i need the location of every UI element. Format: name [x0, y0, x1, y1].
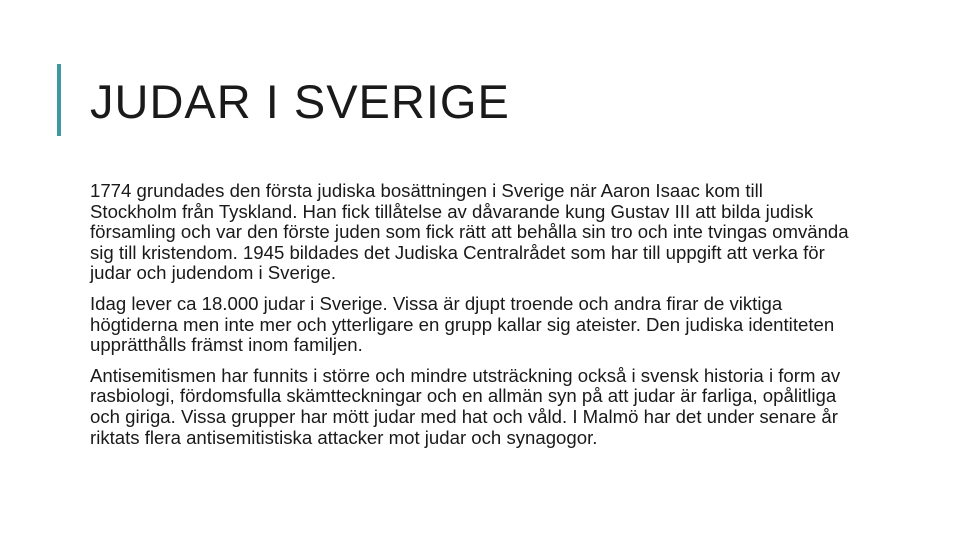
title-accent-bar [57, 64, 61, 136]
slide-title: JUDAR I SVERIGE [90, 75, 510, 128]
paragraph-today: Idag lever ca 18.000 judar i Sverige. Vissa är djupt troende och andra firar de viktiga högtiderna men inte mer och ytterligare en grupp kallar sig ateister. Den judiska identiteten upprätthålls främst inom familjen. [90, 292, 835, 356]
paragraph-history: 1774 grundades den första judiska bosättningen i Sverige när Aaron Isaac kom till Stockholm från Tyskland. Han fick tillåtelse av dåvarande kung Gustav III att bilda judisk församling och var den förste juden som fick rätt att behålla sin tro och inte tvingas omvända sig till kristendom. 1945 bildades det Judiska Centralrådet som har till uppgift att verka för judar och judendom i Sverige. [90, 180, 849, 284]
slide-body [90, 181, 850, 458]
paragraph-antisemitism: Antisemitismen har funnits i större och mindre utsträckning också i svensk historia i form av rasbiologi, fördomsfulla skämtteckningar och en allmän syn på att judar är farliga, opålitliga och giriga. Vissa grupper har mött judar med hat och våld. I Malmö har det under senare år riktats flera antisemitistiska attacker mot judar och synagogor. [90, 364, 841, 448]
